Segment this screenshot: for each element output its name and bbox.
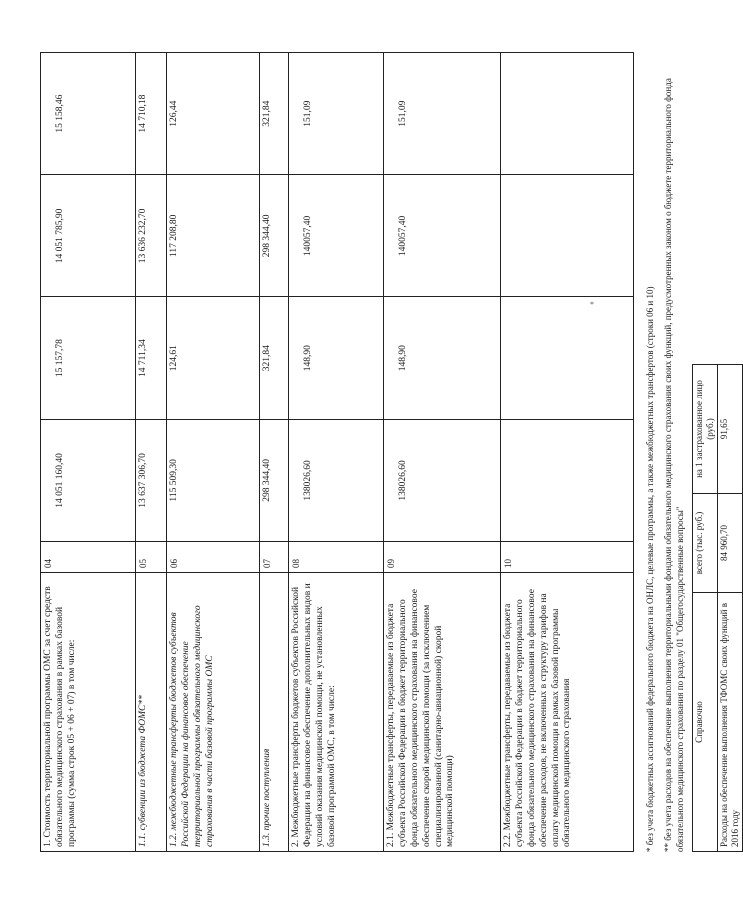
row-code: 08	[289, 542, 384, 573]
row-value-v1: 298 344,40	[260, 419, 289, 541]
reference-col-per-person-header: на 1 застрахованное лицо (руб.)	[693, 365, 718, 494]
scan-mark: *	[590, 300, 594, 309]
row-value-v3: 298 344,40	[260, 175, 289, 297]
table-row	[289, 53, 384, 852]
row-value-v1: 14 051 160,40	[41, 419, 136, 541]
row-value-v3: 117 208,80	[167, 175, 260, 297]
financing-table-body	[41, 53, 634, 852]
row-value-v1: 13 637 306,70	[136, 419, 167, 541]
row-name: 2. Межбюджетные трансферты бюджетов субъектов Российской Федерации на финансовое обеспечение дополнительных видов и условий оказания медицинской помощи, не установленных базовой программой ОМС, в том числе:	[289, 573, 384, 852]
table-row	[41, 53, 136, 852]
row-name: 2.1. Межбюджетные трансферты, передаваемые из бюджета субъекта Российской Федерации в бюджет территориального фонда обязательного медицинского страхования на финансовое обеспечение скорой медицинской помощи (за исключением специализированной (санитарно-авиационной) скорой медицинской помощи)	[384, 573, 501, 852]
row-code: 07	[260, 542, 289, 573]
table-row	[384, 53, 501, 852]
row-value-v3: 14 051 785,90	[41, 175, 136, 297]
row-value-v4: 14 710,18	[136, 53, 167, 175]
row-value-v2: 148,90	[289, 297, 384, 419]
reference-table	[692, 364, 742, 852]
row-value-v2	[501, 297, 634, 419]
row-value-v2: 14 711,34	[136, 297, 167, 419]
row-value-v4: 151,09	[289, 53, 384, 175]
row-value-v3	[501, 175, 634, 297]
reference-header-row	[693, 365, 718, 852]
row-value-v4	[501, 53, 634, 175]
row-name: 2.2. Межбюджетные трансферты, передаваемые из бюджета субъекта Российской Федерации в бюджет территориального фонда обязательного медицинского страхования на финансовое обеспечение расходов, не включенных в структуру тарифов на оплату медицинской помощи в рамках базовой программы обязательного медицинского страхования	[501, 573, 634, 852]
table-row	[260, 53, 289, 852]
row-code: 09	[384, 542, 501, 573]
financing-table	[40, 52, 634, 852]
row-value-v4: 321,84	[260, 53, 289, 175]
reference-col-total-header: всего (тыс. руб.)	[693, 494, 718, 593]
reference-data-row	[718, 365, 743, 852]
row-name: 1.1. субвенции из бюджета ФОМС**	[136, 573, 167, 852]
reference-row-total: 84 960,70	[718, 494, 743, 593]
table-row	[501, 53, 634, 852]
reference-row-per-person: 91,65	[718, 365, 743, 494]
row-code: 05	[136, 542, 167, 573]
row-value-v2: 321,84	[260, 297, 289, 419]
row-value-v1	[501, 419, 634, 541]
footnote-1: * без учета бюджетных ассигнований федерального бюджета на ОНЛС, целевые программы, а также межбюджетных трансфертов (строки 06 и 10)	[645, 286, 655, 852]
table-row	[167, 53, 260, 852]
row-value-v1: 115 509,30	[167, 419, 260, 541]
row-value-v1: 138026,60	[289, 419, 384, 541]
row-value-v4: 15 158,46	[41, 53, 136, 175]
row-value-v3: 140057,40	[289, 175, 384, 297]
row-name: 1. Стоимость территориальной программы ОМС за счет средств обязательного медицинского страхования в рамках базовой программы (сумма строк 05 + 06 + 07) в том числе:	[41, 573, 136, 852]
footnotes	[644, 52, 686, 852]
row-name: 1.3. прочие поступления	[260, 573, 289, 852]
row-name: 1.2. межбюджетные трансферты бюджетов субъектов Российской Федерации на финансовое обеспечение территориальной программы обязательного медицинского страхования в части базовой программы ОМС	[167, 573, 260, 852]
row-value-v2: 124,61	[167, 297, 260, 419]
row-value-v3: 140057,40	[384, 175, 501, 297]
footnote-2: ** без учета расходов на обеспечение выполнения территориальными фондами обязательного медицинского страхования своих функций, предусмотренных законом о бюджете территориального фонда обязательного медицинского страхования по разделу 01 "Общегосударственные вопросы"	[663, 78, 686, 852]
row-value-v3: 13 636 232,70	[136, 175, 167, 297]
row-value-v1: 138026,60	[384, 419, 501, 541]
row-value-v2: 148,90	[384, 297, 501, 419]
row-value-v4: 126,44	[167, 53, 260, 175]
reference-title: Справочно	[693, 593, 718, 852]
table-row	[136, 53, 167, 852]
reference-row-label: Расходы на обеспечение выполнения ТФОМС своих функций в 2016 году	[718, 593, 743, 852]
row-code: 06	[167, 542, 260, 573]
rotated-document-page	[40, 52, 740, 852]
row-value-v4: 151,09	[384, 53, 501, 175]
row-code: 10	[501, 542, 634, 573]
row-code: 04	[41, 542, 136, 573]
row-value-v2: 15 157,78	[41, 297, 136, 419]
